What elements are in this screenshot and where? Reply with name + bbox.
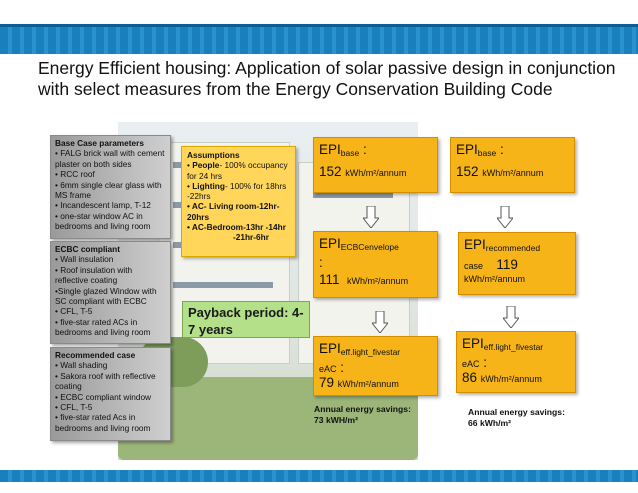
epi-base-value: 152 kWh/m²/annum	[319, 164, 407, 179]
ecbc-item: • Roof insulation with reflective coating	[55, 264, 133, 286]
epi-base-label: $EPI_{base}$ :	[456, 142, 504, 158]
assumption-ac-bedroom-2: -21hr-6hr	[233, 232, 269, 243]
payback-period: Payback period: 4-7 years	[182, 301, 310, 338]
epi-recommended-unit: kWh/m²/annum	[464, 274, 526, 284]
base-case-item: • 6mm single clear glass with MS frame	[55, 179, 162, 201]
top-banner	[0, 24, 638, 54]
base-case-item: • RCC roof	[55, 169, 95, 180]
epi-recommended-value: case 119	[464, 257, 518, 272]
recommended-case-box	[50, 347, 171, 441]
recommended-item: • CFL, T-5	[55, 402, 93, 413]
base-case-item: • one-star window AC in bedrooms and living room	[55, 210, 151, 232]
arrow-down-icon	[363, 206, 379, 228]
epi-ecbc-sep: :	[319, 255, 323, 270]
assumptions-box	[181, 146, 296, 257]
base-case-item: • Incandescent lamp, T-12	[55, 200, 151, 211]
bottom-banner	[0, 470, 638, 482]
slide-title: Energy Efficient housing: Application of solar passive design in conjunction with select measures from the Energy Conservation Building Code	[38, 58, 616, 99]
arrow-down-icon	[372, 311, 388, 333]
assumptions-heading: Assumptions	[187, 150, 240, 160]
base-case-heading: Base Case parameters	[55, 138, 145, 148]
savings-label: Annual energy savings:	[468, 407, 565, 417]
epi-ecbc-box	[313, 231, 438, 298]
epi-eff-label: $EPI_{eff.light\_fivestar}$	[462, 336, 544, 352]
epi-base-value: 152 kWh/m²/annum	[456, 164, 544, 179]
epi-base-label: $EPI_{base}$ :	[319, 142, 367, 158]
base-case-box	[50, 135, 171, 239]
savings-value: 73 kWH/m²	[314, 415, 358, 425]
epi-eff-sub2: eAC :	[319, 360, 345, 375]
epi-eff-label: $EPI_{eff.light\_fivestar}$	[319, 341, 401, 357]
ecbc-heading: ECBC compliant	[55, 244, 120, 254]
assumption-ac-living: • AC- Living room-12hr-20hrs	[187, 201, 280, 222]
top-banner-stripe	[0, 24, 638, 27]
epi-eff-value: 86 kWh/m²/annum	[462, 370, 542, 385]
epi-recommended-label: $EPI_{recommended}$	[464, 237, 541, 253]
epi-eff-box-col1	[313, 336, 438, 396]
ecbc-item: • CFL, T-5	[55, 306, 93, 317]
assumption-people: • People- 100% occupancy for 24 hrs	[187, 160, 288, 181]
annual-savings-col1	[314, 404, 411, 426]
recommended-item: • five-star rated Acs in bedrooms and living room	[55, 412, 151, 433]
base-case-item: • FALG brick wall with cement plaster on both sides	[55, 148, 165, 169]
recommended-item: • Wall shading	[55, 360, 108, 371]
savings-value: 66 kWh/m²	[468, 418, 511, 428]
ecbc-item: • five-star rated ACs in bedrooms and living room	[55, 316, 151, 338]
epi-recommended-box	[458, 232, 576, 295]
recommended-item: • Sakora roof with reflective coating	[55, 370, 156, 392]
epi-base-box-col1	[313, 137, 438, 193]
ecbc-item: •Single glazed Window with SC compliant with ECBC	[55, 285, 157, 307]
assumption-ac-bedroom: • AC-Bedroom-13hr -14hr	[187, 222, 286, 233]
arrow-down-icon	[503, 306, 519, 328]
building-window	[173, 282, 273, 288]
epi-eff-sub2: eAC :	[462, 355, 488, 370]
recommended-item: • ECBC compliant window	[55, 391, 152, 402]
ecbc-item: • Wall insulation	[55, 254, 114, 265]
arrow-down-icon	[497, 206, 513, 228]
epi-ecbc-value: 111 kWh/m²/annum	[319, 272, 409, 287]
epi-eff-value: 79 kWh/m²/annum	[319, 375, 399, 390]
ecbc-box	[50, 241, 171, 344]
assumption-lighting: • Lighting- 100% for 18hrs -22hrs	[187, 180, 287, 202]
annual-savings-col2	[468, 407, 565, 429]
epi-base-box-col2	[450, 137, 575, 193]
epi-eff-box-col2	[456, 331, 576, 393]
savings-label: Annual energy savings:	[314, 404, 411, 414]
epi-ecbc-label: $EPI_{ECBCenvelope}$	[319, 236, 399, 252]
recommended-heading: Recommended case	[55, 350, 136, 360]
